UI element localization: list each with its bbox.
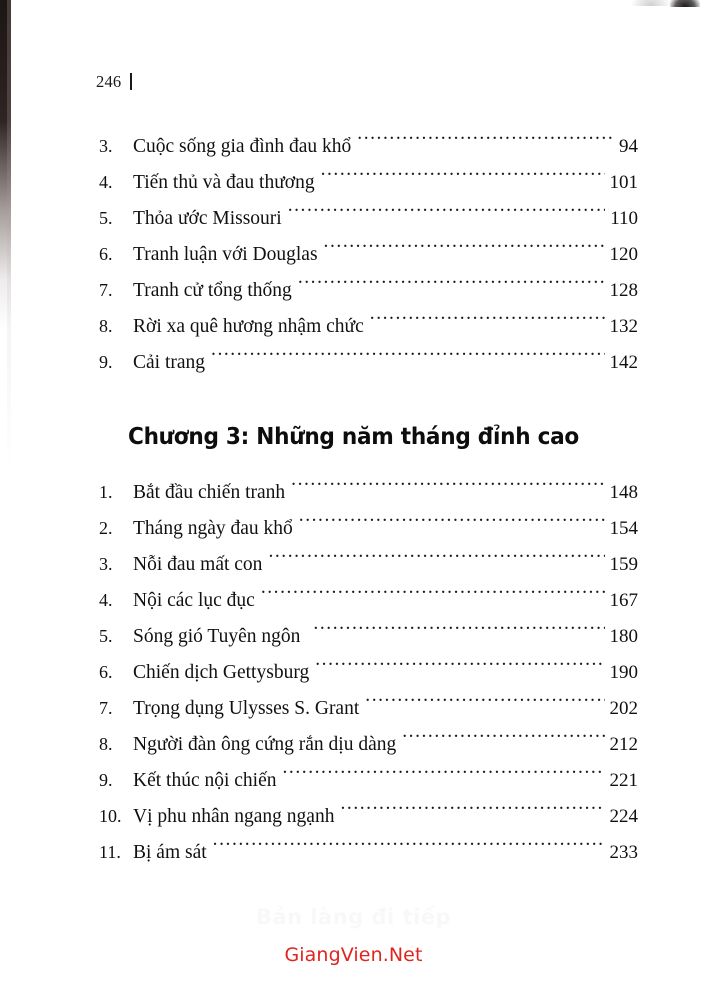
toc-entry[interactable] — [99, 690, 638, 726]
toc-entry-page-number: 94 — [619, 136, 638, 157]
toc-entry-number: 5. — [99, 208, 113, 228]
toc-dot-leader — [213, 839, 605, 859]
toc-entry-page-number: 142 — [609, 352, 638, 373]
toc-entry-page-number: 190 — [609, 662, 638, 683]
toc-dot-leader — [340, 803, 604, 823]
toc-entry[interactable] — [99, 200, 638, 236]
toc-entry-number: 9. — [99, 352, 113, 372]
running-head — [96, 70, 132, 92]
toc-dot-leader — [261, 587, 605, 607]
toc-entry-page-number: 120 — [609, 244, 638, 265]
toc-dot-leader — [299, 515, 605, 535]
toc-dot-leader — [324, 241, 605, 261]
toc-entry-page-number: 159 — [609, 554, 638, 575]
toc-entry-number: 5. — [99, 626, 113, 646]
toc-dot-leader — [365, 695, 604, 715]
toc-entry-title: Kết thúc nội chiến — [133, 770, 277, 791]
toc-entry-page-number: 128 — [609, 280, 638, 301]
toc-entry-page-number: 180 — [609, 626, 638, 647]
toc-entry-page-number: 212 — [609, 734, 638, 755]
toc-entry-title: Bị ám sát — [133, 842, 207, 863]
toc-entry[interactable] — [99, 474, 638, 510]
corner-smudge-icon — [670, 0, 700, 7]
toc-dot-leader — [288, 205, 606, 225]
toc-entry-title: Rời xa quê hương nhậm chức — [133, 316, 364, 337]
toc-entry-page-number: 202 — [609, 698, 638, 719]
toc-entry-page-number: 148 — [609, 482, 638, 503]
toc-entry[interactable] — [99, 236, 638, 272]
toc-entry-number: 3. — [99, 136, 113, 156]
toc-dot-leader — [357, 133, 614, 153]
toc-entry-title: Chiến dịch Gettysburg — [133, 662, 310, 683]
toc-entry-title: Tranh luận với Douglas — [133, 244, 318, 265]
toc-dot-leader — [321, 169, 605, 189]
toc-entry-title: Trọng dụng Ulysses S. Grant — [133, 698, 360, 719]
toc-entry-title: Cải trang — [133, 352, 206, 373]
toc-dot-leader — [211, 349, 604, 369]
toc-entry-number: 7. — [99, 280, 113, 300]
toc-entry-page-number: 221 — [609, 770, 638, 791]
toc-dot-leader — [315, 659, 604, 679]
toc-list-chapter-three — [99, 474, 638, 870]
toc-entry[interactable] — [99, 798, 638, 834]
toc-entry-number: 6. — [99, 244, 113, 264]
toc-entry[interactable] — [99, 344, 638, 380]
toc-entry-title: Tiến thủ và đau thương — [133, 172, 315, 193]
toc-entry-number: 7. — [99, 698, 113, 718]
toc-entry-number: 8. — [99, 316, 113, 336]
toc-entry-number: 9. — [99, 770, 113, 790]
toc-entry[interactable] — [99, 654, 638, 690]
toc-entry[interactable] — [99, 762, 638, 798]
toc-entry-number: 2. — [99, 518, 113, 538]
toc-entry-number: 1. — [99, 482, 113, 502]
toc-entry-number: 10. — [99, 806, 122, 826]
toc-entry-number: 4. — [99, 172, 113, 192]
corner-smudge-soft-icon — [631, 0, 671, 6]
toc-dot-leader — [268, 551, 604, 571]
toc-entry[interactable] — [99, 726, 638, 762]
toc-entry-title: Cuộc sống gia đình đau khổ — [133, 136, 352, 157]
toc-dot-leader — [291, 479, 604, 499]
toc-entry-title: Nỗi đau mất con — [133, 554, 263, 575]
toc-entry[interactable] — [99, 128, 638, 164]
toc-entry-number: 4. — [99, 590, 113, 610]
toc-entry[interactable] — [99, 618, 638, 654]
toc-entry-number: 3. — [99, 554, 113, 574]
ghost-watermark-text: Bản làng đi tiếp — [255, 905, 452, 929]
toc-entry[interactable] — [99, 510, 638, 546]
toc-entry-page-number: 110 — [610, 208, 638, 229]
page-number: 246 — [96, 72, 122, 91]
toc-entry-page-number: 154 — [609, 518, 638, 539]
toc-entry-page-number: 224 — [609, 806, 638, 827]
book-binding-edge — [7, 0, 11, 470]
toc-entry-title: Người đàn ông cứng rắn dịu dàng — [133, 734, 397, 755]
toc-entry[interactable] — [99, 308, 638, 344]
toc-entry[interactable] — [99, 582, 638, 618]
toc-dot-leader — [313, 623, 604, 643]
toc-entry-title: Tháng ngày đau khổ — [133, 518, 293, 539]
toc-entry-page-number: 167 — [609, 590, 638, 611]
toc-entry[interactable] — [99, 546, 638, 582]
toc-entry-title: Bắt đầu chiến tranh — [133, 482, 286, 503]
toc-dot-leader — [283, 767, 605, 787]
toc-entry-page-number: 233 — [609, 842, 638, 863]
toc-entry-page-number: 101 — [609, 172, 638, 193]
toc-entry-number: 11. — [99, 842, 121, 862]
chapter-heading: Chương 3: Những năm tháng đỉnh cao — [127, 424, 579, 450]
toc-entry-title: Nội các lục đục — [133, 590, 255, 611]
toc-entry[interactable] — [99, 164, 638, 200]
toc-dot-leader — [402, 731, 604, 751]
toc-entry[interactable] — [99, 272, 638, 308]
toc-entry-title: Tranh cử tổng thống — [133, 280, 292, 301]
toc-entry-page-number: 132 — [609, 316, 638, 337]
toc-entry-title: Sóng gió Tuyên ngôn — [133, 626, 301, 647]
toc-entry-title: Thỏa ước Missouri — [133, 208, 282, 229]
toc-entry-title: Vị phu nhân ngang ngạnh — [133, 806, 335, 827]
toc-entry-number: 6. — [99, 662, 113, 682]
toc-entry[interactable] — [99, 834, 638, 870]
toc-list-chapter-two-continued — [99, 128, 638, 380]
site-watermark: GiangVien.Net — [284, 944, 423, 966]
running-head-rule — [130, 73, 132, 90]
toc-entry-number: 8. — [99, 734, 113, 754]
toc-dot-leader — [370, 313, 605, 333]
toc-dot-leader — [298, 277, 605, 297]
